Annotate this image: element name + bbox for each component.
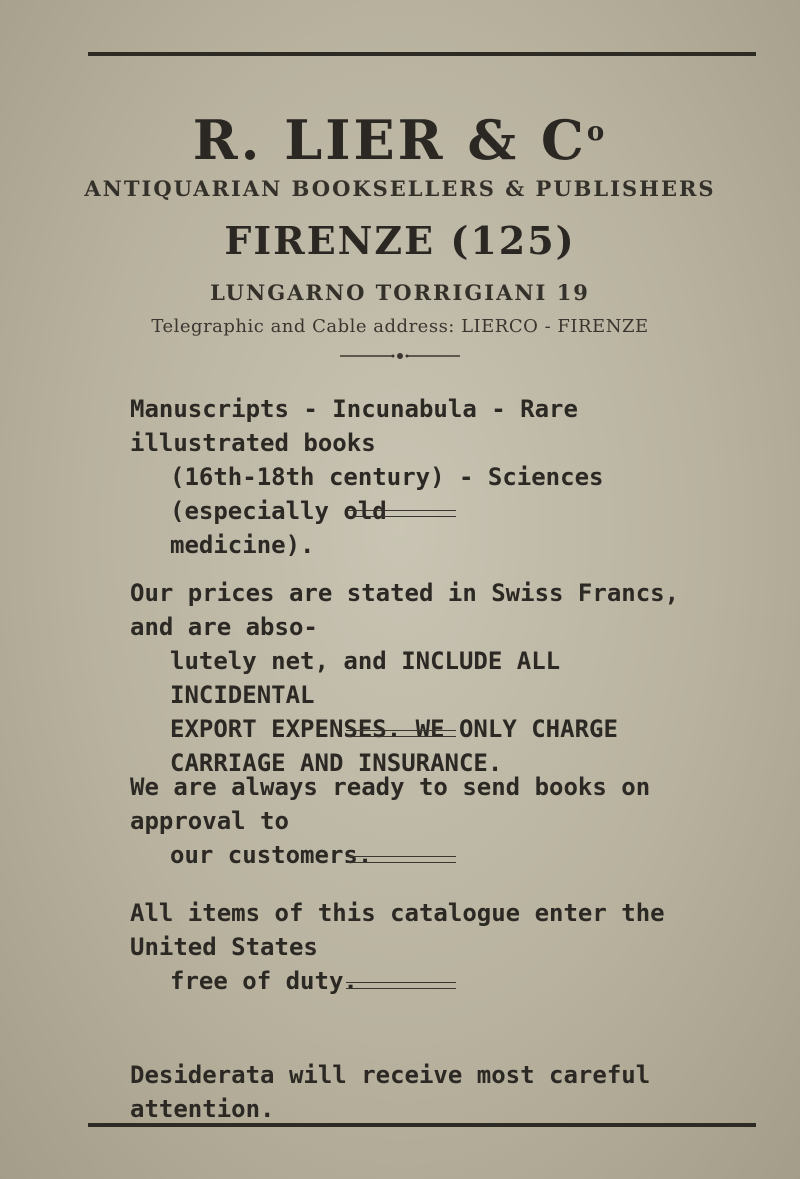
paragraph-line: Our prices are stated in Swiss Francs, and are abso- [130, 579, 680, 641]
paragraph-line: (16th-18th century) - Sciences (especially old [170, 463, 604, 525]
paragraph-line: CARRIAGE AND INSURANCE. [170, 749, 503, 777]
firm-name-text: R. LIER & C [192, 108, 587, 172]
firm-name-suffix: o [586, 117, 608, 147]
ornament-divider [340, 350, 460, 362]
telegraph-address: Telegraphic and Cable address: LIERCO - FIRENZE [151, 316, 649, 337]
paragraph-desiderata [130, 1058, 690, 1126]
paragraph-line: EXPORT EXPENSES. WE ONLY CHARGE [170, 715, 618, 743]
paragraph-line: our customers. [170, 841, 373, 869]
divider-rule [346, 730, 456, 737]
firm-name [0, 108, 800, 172]
firm-address: LUNGARNO TORRIGIANI 19 [210, 280, 590, 305]
paragraph-line: free of duty. [170, 967, 358, 995]
firm-subtitle: ANTIQUARIAN BOOKSELLERS & PUBLISHERS [84, 176, 716, 201]
paragraph-line: All items of this catalogue enter the United States [130, 899, 665, 961]
paragraph-line: Desiderata will receive most careful attention. [130, 1061, 651, 1123]
paragraph-line: We are always ready to send books on approval to [130, 773, 651, 835]
firm-city: FIRENZE (125) [224, 218, 576, 263]
divider-rule [346, 510, 456, 517]
paragraph-specialties [130, 392, 690, 562]
paragraph-line: medicine). [170, 531, 315, 559]
divider-rule [346, 856, 456, 863]
divider-rule [346, 982, 456, 989]
paragraph-line: lutely net, and INCLUDE ALL INCIDENTAL [170, 647, 561, 709]
paragraph-line: Manuscripts - Incunabula - Rare illustrated books [130, 395, 578, 457]
paragraph-prices [130, 576, 690, 780]
